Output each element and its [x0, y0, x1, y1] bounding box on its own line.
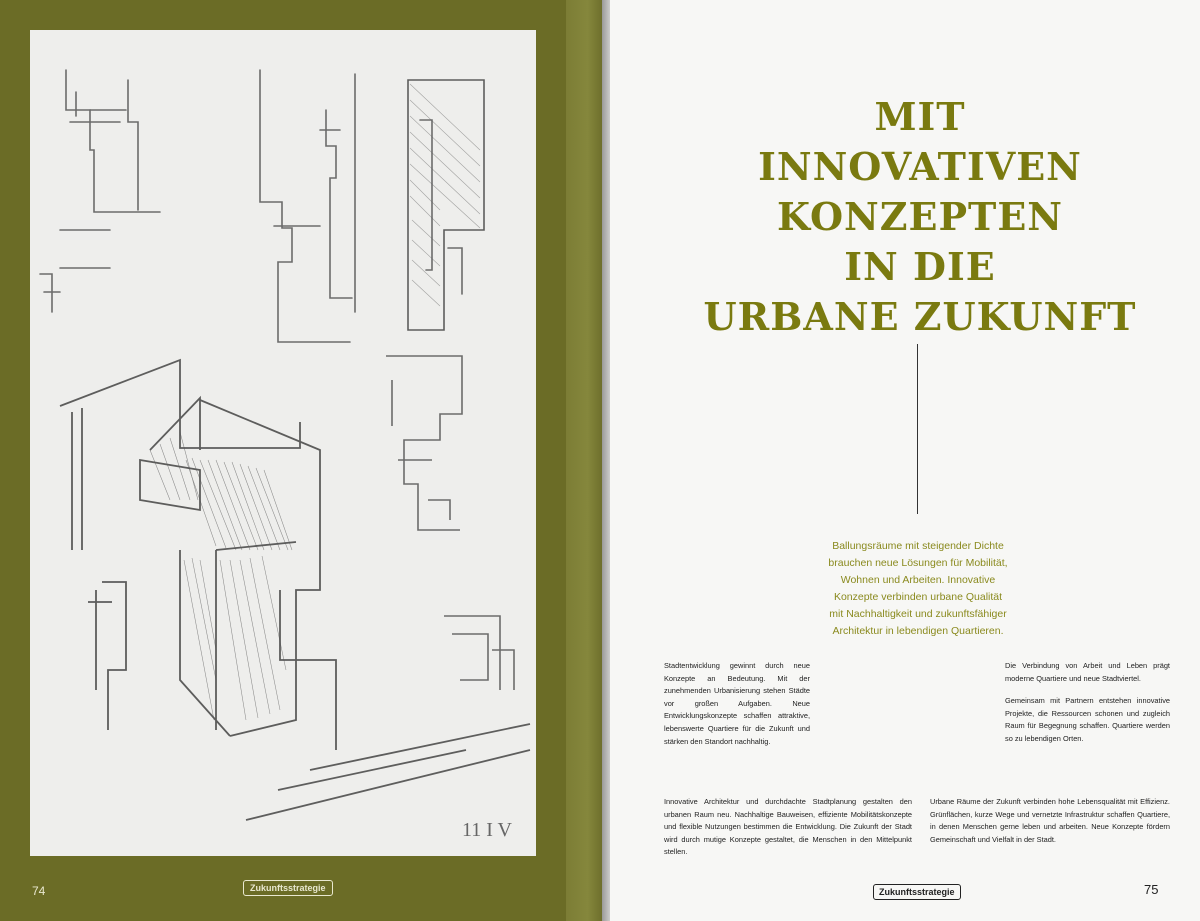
spine-strip — [566, 0, 602, 921]
headline-line-5: URBANE ZUKUNFT — [703, 294, 1137, 339]
headline — [700, 92, 1140, 342]
headline-line-4: IN DIE — [844, 244, 996, 289]
vertical-rule — [917, 344, 918, 514]
left-page — [0, 0, 566, 921]
sketch-drawing — [30, 30, 536, 856]
pull-quote: Ballungsräume mit steigender Dichte brauchen neue Lösungen für Mobilität, Wohnen und Arbeiten. Innovative Konzepte verbinden urbane Qualität mit Nachhaltigkeit und zukunftsfähiger Architektur in lebendigen Quartieren. — [828, 540, 1008, 637]
body-column-1 — [664, 660, 810, 748]
body-paragraph: Die Verbindung von Arbeit und Leben prägt moderne Quartiere und neue Stadtviertel. — [1005, 661, 1170, 683]
headline-line-1: MIT — [874, 94, 966, 139]
body-column-3 — [664, 796, 912, 859]
sketch-signature: 11 I V — [462, 819, 512, 841]
body-paragraph: Innovative Architektur und durchdachte Stadtplanung gestalten den urbanen Raum neu. Nachhaltige Bauweisen, effiziente Mobilitätskonzepte und flexible Nutzungen bestimmen die Entwicklung. Die Zukunft der Stadt wird durch mutige Konzepte gestaltet, die Menschen in den Mittelpunkt stellen. — [664, 797, 912, 857]
body-column-2 — [1005, 660, 1170, 746]
body-column-4 — [930, 796, 1170, 846]
architectural-sketch — [30, 30, 536, 856]
body-paragraph: Urbane Räume der Zukunft verbinden hohe Lebensqualität mit Effizienz. Grünflächen, kurze Wege und vernetzte Infrastruktur schaffen Quartiere, in denen Menschen gerne leben und arbeiten. Neue Konzepte fördern Gemeinschaft und Vielfalt in der Stadt. — [930, 797, 1170, 844]
body-paragraph: Stadtentwicklung gewinnt durch neue Konzepte an Bedeutung. Mit der zunehmenden Urbanisierung stehen Städte vor großen Aufgaben. Neue Entwicklungskonzepte schaffen attraktive, lebenswerte Quartiere für die Zukunft und stärken den Standort nachhaltig. — [664, 661, 810, 746]
headline-line-3: KONZEPTEN — [776, 194, 1064, 239]
body-paragraph: Gemeinsam mit Partnern entstehen innovative Projekte, die Ressourcen schonen und zugleich Raum für Begegnung schaffen. Quartiere werden so zu lebendigen Orten. — [1005, 696, 1170, 743]
left-page-number: 74 — [32, 884, 46, 898]
left-section-tag: Zukunftsstrategie — [243, 880, 333, 896]
headline-line-2: INNOVATIVEN — [758, 144, 1082, 189]
right-page-number: 75 — [1144, 882, 1159, 897]
right-section-tag: Zukunftsstrategie — [873, 884, 961, 900]
